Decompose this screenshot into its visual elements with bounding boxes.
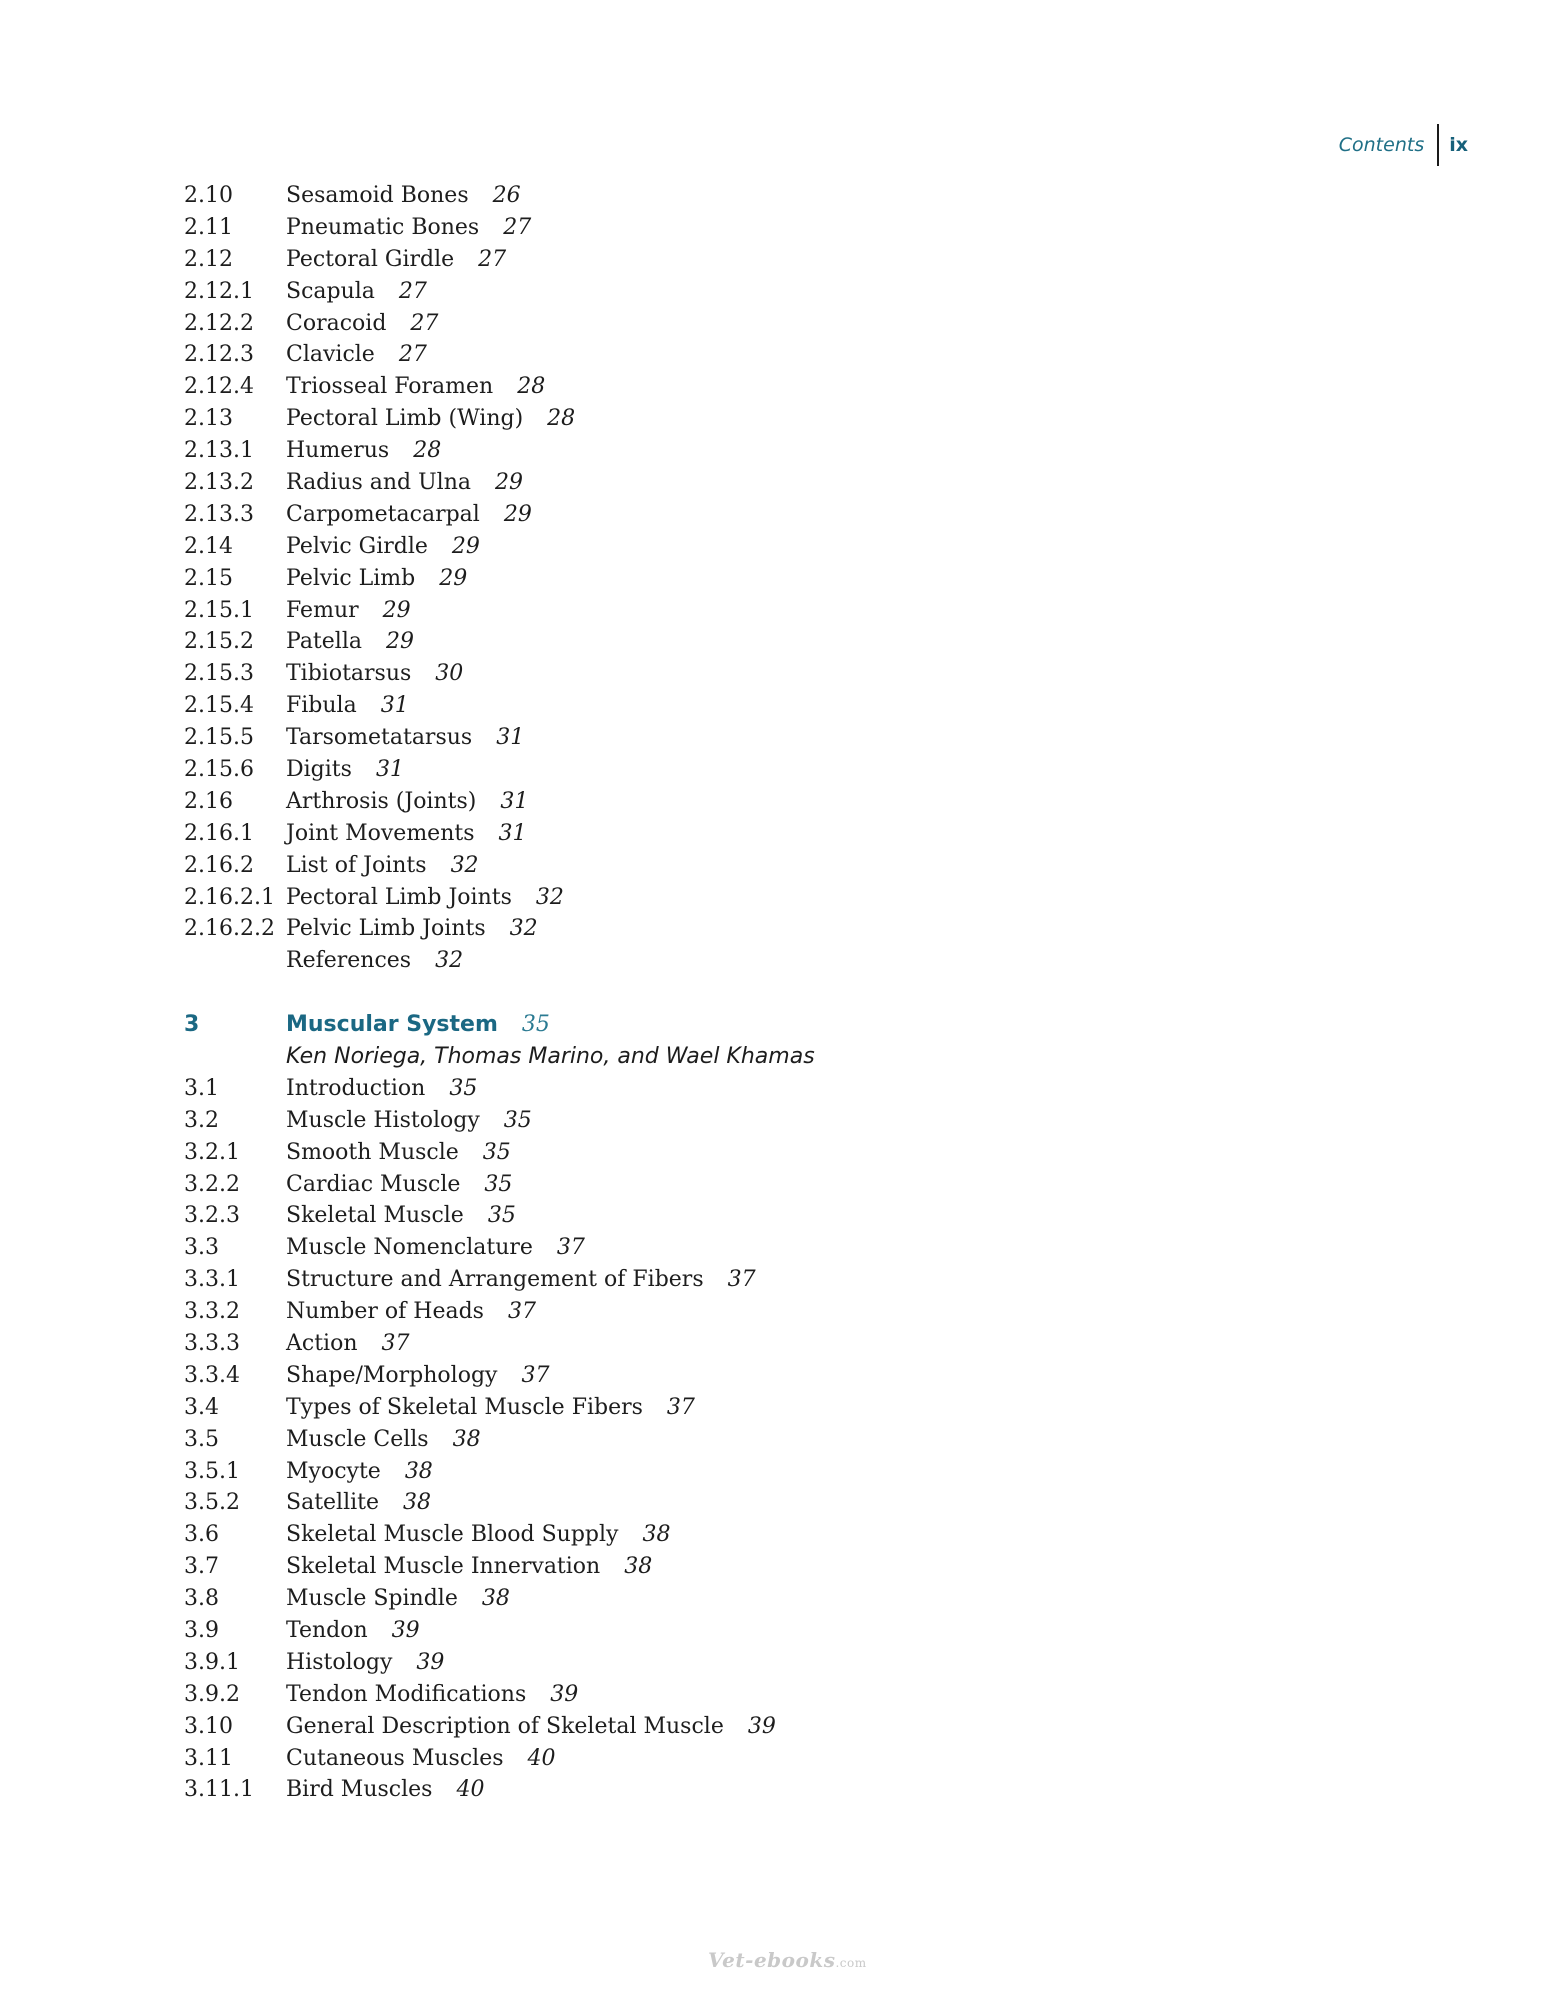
toc-page-number: 29 (494, 469, 523, 495)
toc-title: Tendon Modifications (286, 1681, 527, 1707)
toc-number: 2.15 (184, 565, 233, 591)
toc-page-number: 38 (642, 1522, 671, 1548)
toc-title: Tendon (286, 1618, 368, 1644)
toc-entry[interactable] (184, 1679, 815, 1711)
toc-entry[interactable] (184, 658, 815, 690)
toc-number: 3.2 (184, 1107, 219, 1133)
toc-entry[interactable] (184, 1583, 815, 1615)
toc-number: 2.12.4 (184, 374, 254, 400)
toc-title: Joint Movements (286, 820, 475, 846)
toc-title: Muscle Nomenclature (286, 1235, 533, 1261)
toc-page-number: 37 (381, 1331, 410, 1356)
toc-entry[interactable] (184, 1711, 815, 1743)
toc-page-number: 31 (380, 693, 409, 719)
toc-page-number: 35 (503, 1107, 532, 1133)
toc-entry[interactable] (184, 1232, 815, 1264)
toc-number: 3.9.2 (184, 1681, 240, 1707)
toc-page-number: 32 (450, 852, 479, 878)
toc-number: 2.16.2.2 (184, 916, 275, 942)
toc-entry[interactable] (184, 339, 815, 371)
toc-page-number: 37 (507, 1299, 536, 1325)
toc-entry[interactable] (184, 1360, 815, 1392)
toc-title: Muscle Cells (286, 1426, 429, 1452)
toc-entry[interactable] (184, 403, 815, 435)
toc-number: 2.15.2 (184, 629, 254, 655)
toc-number: 3.3 (184, 1235, 219, 1261)
toc-page-number: 38 (404, 1458, 433, 1484)
toc-page-number: 28 (517, 374, 546, 400)
toc-page-number: 37 (727, 1267, 756, 1293)
toc-entry[interactable] (184, 818, 815, 850)
toc-page-number: 37 (556, 1235, 585, 1261)
toc-title: Fibula (286, 693, 357, 719)
toc-title: Pelvic Limb Joints (286, 916, 486, 942)
toc-number: 3.11 (184, 1745, 233, 1771)
toc-page-number: 35 (484, 1171, 513, 1197)
toc-title: Radius and Ulna (286, 469, 471, 495)
toc-page-number: 27 (398, 278, 427, 304)
toc-title: Smooth Muscle (286, 1139, 459, 1165)
toc-entry[interactable] (184, 722, 815, 754)
toc-number: 2.10 (184, 182, 233, 208)
toc-page-number: 39 (416, 1649, 445, 1675)
toc-title: Skeletal Muscle (286, 1203, 464, 1229)
toc-number: 2.12.2 (184, 310, 254, 336)
toc-number: 2.16.2 (184, 852, 254, 878)
toc-entry[interactable] (184, 563, 815, 595)
toc-entry[interactable] (184, 371, 815, 403)
toc-number: 3.10 (184, 1713, 233, 1739)
toc-entry[interactable] (184, 882, 815, 914)
toc-entry[interactable] (184, 1551, 815, 1583)
toc-entry[interactable] (184, 1073, 815, 1105)
toc-title: Cardiac Muscle (286, 1171, 461, 1197)
chapter-title: Muscular System (286, 1012, 498, 1038)
toc-number: 3.1 (184, 1075, 219, 1101)
toc-title: Pelvic Girdle (286, 533, 428, 559)
toc-entry[interactable] (184, 244, 815, 276)
toc-number: 3.11.1 (184, 1777, 254, 1803)
toc-entry[interactable] (184, 1519, 815, 1551)
toc-number: 3.2.2 (184, 1171, 240, 1197)
toc-title: Femur (286, 597, 359, 623)
toc-number: 2.12 (184, 246, 233, 272)
toc-entry[interactable] (184, 1105, 815, 1137)
toc-entry[interactable] (184, 435, 815, 467)
toc-number: 3.2.1 (184, 1139, 240, 1165)
toc-entry[interactable] (184, 531, 815, 563)
toc-number: 3.5 (184, 1426, 219, 1452)
toc-number: 3.8 (184, 1586, 219, 1612)
toc-page-number: 35 (487, 1203, 516, 1229)
toc-entry[interactable] (184, 1264, 815, 1296)
toc-number: 2.11 (184, 214, 233, 240)
toc-title: Carpometacarpal (286, 501, 480, 527)
watermark-logo (708, 1948, 867, 1972)
toc-number: 3.3.3 (184, 1331, 240, 1356)
toc-page-number: 27 (410, 310, 439, 336)
toc-page-number: 32 (509, 916, 538, 942)
toc-number: 2.16.2.1 (184, 884, 275, 910)
toc-page-number: 29 (451, 533, 480, 559)
toc-title: Sesamoid Bones (286, 182, 469, 208)
toc-number: 2.15.1 (184, 597, 254, 623)
toc-title: Pectoral Limb Joints (286, 884, 512, 910)
toc-page-number: 29 (382, 597, 411, 623)
toc-number: 2.12.3 (184, 342, 254, 368)
toc-title: Structure and Arrangement of Fibers (286, 1267, 704, 1293)
toc-page-number: 27 (478, 246, 507, 272)
toc-entry[interactable] (184, 499, 815, 531)
toc-entry[interactable] (184, 786, 815, 818)
running-head (1339, 124, 1468, 166)
toc-title: General Description of Skeletal Muscle (286, 1713, 724, 1739)
toc-number: 3.9.1 (184, 1649, 240, 1675)
toc-number: 3 (184, 1012, 200, 1038)
toc-page-number: 38 (624, 1554, 653, 1580)
toc-entry[interactable] (184, 754, 815, 786)
toc-entry[interactable] (184, 1743, 815, 1775)
toc-title: Triosseal Foramen (286, 374, 494, 400)
toc-title: Patella (286, 629, 362, 655)
toc-entry[interactable] (184, 467, 815, 499)
toc-entry[interactable] (184, 626, 815, 658)
toc-entry[interactable] (184, 276, 815, 308)
toc-page-number: 31 (496, 725, 525, 751)
toc-entry[interactable] (184, 180, 815, 212)
toc-entry[interactable] (184, 1456, 815, 1488)
toc-page-number: 27 (398, 342, 427, 368)
toc-entry[interactable] (184, 1328, 815, 1360)
toc-number: 3.6 (184, 1522, 219, 1548)
toc-title: Muscle Histology (286, 1107, 480, 1133)
toc-entry[interactable] (184, 595, 815, 627)
toc-entry[interactable] (184, 1615, 815, 1647)
toc-title: Myocyte (286, 1458, 381, 1484)
toc-title: Action (286, 1331, 358, 1356)
toc-page-number: 39 (391, 1618, 420, 1644)
toc-title: Digits (286, 756, 352, 782)
toc-entry[interactable] (184, 212, 815, 244)
toc-page-number: 38 (452, 1426, 481, 1452)
toc-entry[interactable] (184, 945, 815, 977)
toc-page-number: 26 (492, 182, 521, 208)
toc-page-number: 29 (503, 501, 532, 527)
toc-number: 2.13.2 (184, 469, 254, 495)
toc-entry[interactable] (184, 850, 815, 882)
toc-title: Pelvic Limb (286, 565, 416, 591)
toc-page-number: 30 (435, 661, 464, 687)
toc-number: 3.7 (184, 1554, 219, 1580)
toc-page-number: 35 (521, 1012, 550, 1038)
toc-entry[interactable] (184, 1775, 815, 1807)
toc-number: 2.16.1 (184, 820, 254, 846)
toc-number: 2.15.6 (184, 756, 254, 782)
toc-title: References (286, 948, 412, 974)
toc-number: 3.4 (184, 1394, 219, 1420)
toc-title: Coracoid (286, 310, 387, 336)
watermark-name: Vet-ebooks (708, 1948, 836, 1972)
toc-entry[interactable] (184, 690, 815, 722)
toc-page-number: 38 (481, 1586, 510, 1612)
toc-page-number: 39 (747, 1713, 776, 1739)
toc-page-number: 32 (535, 884, 564, 910)
toc-number: 2.13.1 (184, 438, 254, 464)
toc-number: 3.5.1 (184, 1458, 240, 1484)
toc-page-number: 37 (521, 1362, 550, 1388)
toc-number: 2.13.3 (184, 501, 254, 527)
toc-number: 3.2.3 (184, 1203, 240, 1229)
toc-number: 3.3.2 (184, 1299, 240, 1325)
toc-title: Clavicle (286, 342, 375, 368)
toc-page-number: 35 (482, 1139, 511, 1165)
chapter-heading[interactable] (184, 1009, 815, 1041)
toc-entry[interactable] (184, 1488, 815, 1520)
toc-title: Histology (286, 1649, 393, 1675)
authors-text: Ken Noriega, Thomas Marino, and Wael Khamas (286, 1043, 815, 1069)
toc-page-number: 38 (403, 1490, 432, 1516)
running-head-section: Contents (1338, 134, 1425, 156)
toc-page-number: 35 (449, 1075, 478, 1101)
toc-page-number: 28 (547, 406, 576, 432)
toc-entry[interactable] (184, 1201, 815, 1233)
toc-title: Cutaneous Muscles (286, 1745, 504, 1771)
toc-page-number: 29 (385, 629, 414, 655)
toc-number: 2.14 (184, 533, 233, 559)
toc-title: Humerus (286, 438, 390, 464)
toc-page-number: 28 (413, 438, 442, 464)
toc-number: 2.15.4 (184, 693, 254, 719)
toc-entry[interactable] (184, 1296, 815, 1328)
watermark-tld: .com (835, 1956, 867, 1970)
toc-number: 2.16 (184, 788, 233, 814)
toc-page-number: 27 (503, 214, 532, 240)
toc-number: 3.9 (184, 1618, 219, 1644)
toc-title: Skeletal Muscle Blood Supply (286, 1522, 619, 1548)
chapter-authors (184, 1041, 815, 1073)
toc-number: 3.3.4 (184, 1362, 240, 1388)
toc-entry[interactable] (184, 308, 815, 340)
toc-page-number: 37 (666, 1394, 695, 1420)
toc-title: Satellite (286, 1490, 380, 1516)
toc-number: 2.15.5 (184, 725, 254, 751)
toc-title: Scapula (286, 278, 375, 304)
toc-title: Shape/Morphology (286, 1362, 498, 1388)
toc-page-number: 40 (456, 1777, 485, 1803)
toc-page-number: 29 (439, 565, 468, 591)
toc-entry[interactable] (184, 1647, 815, 1679)
toc-title: Arthrosis (Joints) (286, 788, 477, 814)
toc-page-number: 31 (498, 820, 527, 846)
toc-title: Bird Muscles (286, 1777, 433, 1803)
toc-title: Pneumatic Bones (286, 214, 480, 240)
toc-number: 2.15.3 (184, 661, 254, 687)
toc-title: Pectoral Limb (Wing) (286, 406, 524, 432)
toc-title: Types of Skeletal Muscle Fibers (286, 1394, 643, 1420)
toc-entry[interactable] (184, 1392, 815, 1424)
toc-entry[interactable] (184, 1169, 815, 1201)
toc-page-number: 40 (527, 1745, 556, 1771)
toc-entry[interactable] (184, 1424, 815, 1456)
toc-page-number: 31 (500, 788, 529, 814)
toc-entry[interactable] (184, 1137, 815, 1169)
toc-page-number: 31 (375, 756, 404, 782)
toc-title: Tibiotarsus (286, 661, 412, 687)
toc-number: 2.12.1 (184, 278, 254, 304)
toc-number: 2.13 (184, 406, 233, 432)
toc-title: Muscle Spindle (286, 1586, 458, 1612)
toc-title: Tarsometatarsus (286, 725, 473, 751)
toc-title: List of Joints (286, 852, 427, 878)
page-number: ix (1449, 134, 1468, 156)
toc-title: Number of Heads (286, 1299, 484, 1325)
toc-title: Skeletal Muscle Innervation (286, 1554, 601, 1580)
toc-title: Introduction (286, 1075, 426, 1101)
toc-page-number: 39 (550, 1681, 579, 1707)
toc-title: Pectoral Girdle (286, 246, 455, 272)
toc-page-number: 32 (435, 948, 464, 974)
toc-entry[interactable] (184, 913, 815, 945)
toc-number: 3.3.1 (184, 1267, 240, 1293)
toc-number: 3.5.2 (184, 1490, 240, 1516)
table-of-contents (184, 180, 815, 1806)
